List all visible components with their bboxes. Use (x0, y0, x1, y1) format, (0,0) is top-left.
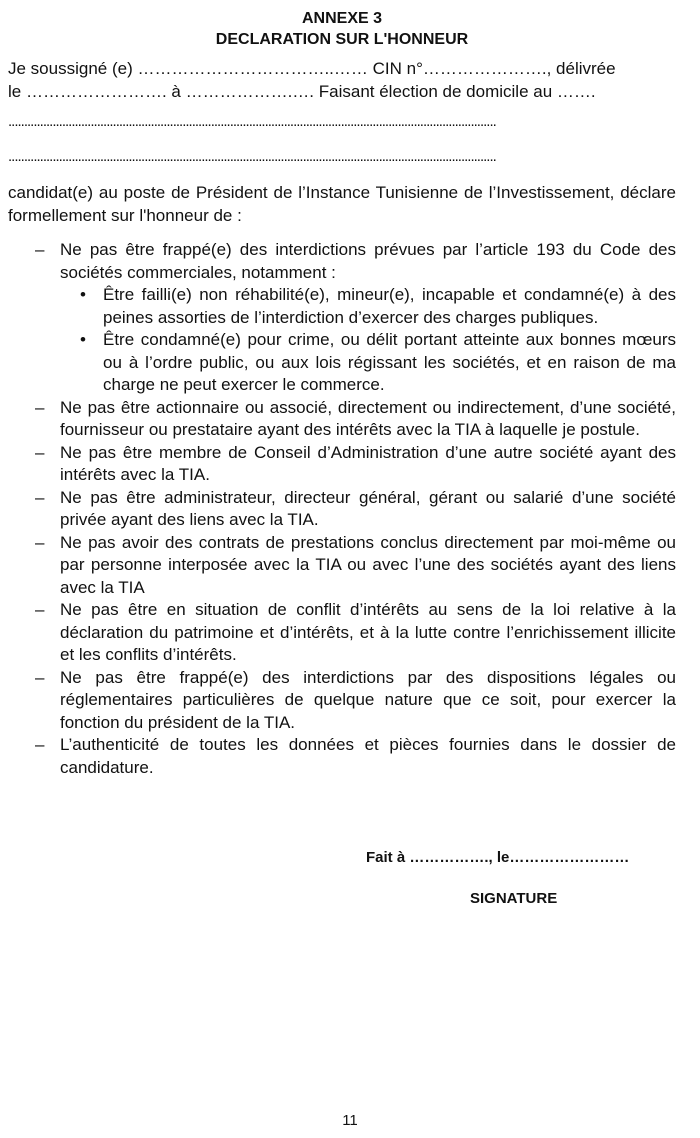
declaration-item: – Ne pas être membre de Conseil d’Administration d’une autre société ayant des intérêts avec la TIA. (8, 442, 676, 487)
declaration-item: – Ne pas être en situation de conflit d’intérêts au sens de la loi relative à la déclaration du patrimoine et d’intérêts, et à la lutte contre l’enrichissement illicite et les conflits d’intérêts. (8, 599, 676, 667)
declaration-item: – Ne pas être frappé(e) des interdictions par des dispositions légales ou réglementaires particulières de quelque nature que ce soit, pour exercer la fonction du président de la TIA. (8, 667, 676, 735)
declaration-item-text: Ne pas être frappé(e) des interdictions prévues par l’article 193 du Code des sociétés commerciales, notamment : (60, 240, 676, 282)
address-dots-line-1: .......................................................................................................................................................... (8, 113, 496, 130)
page-number: 11 (342, 1112, 358, 1129)
declaration-item: – L’authenticité de toutes les données et pièces fournies dans le dossier de candidature. (8, 734, 676, 779)
identity-line-2: le ……………………. à ……………….…. Faisant élection de domicile au ……. (8, 81, 596, 101)
sub-bullet-item: • Être condamné(e) pour crime, ou délit portant atteinte aux bonnes mœurs ou à l’ordre public, ou aux lois régissant les sociétés, et en raison de ma charge ne peut exercer le commerce. (60, 329, 676, 397)
declaration-item: – Ne pas être administrateur, directeur général, gérant ou salarié d’une société privée ayant des liens avec la TIA. (8, 487, 676, 532)
annex-label: ANNEXE 3 (301, 10, 383, 27)
document-page (8, 8, 676, 779)
declaration-item: – Ne pas avoir des contrats de prestations conclus directement par moi-même ou par personne interposée avec la TIA ou avec l’une des sociétés ayant des liens avec la TIA (8, 532, 676, 600)
intro-paragraph: candidat(e) au poste de Président de l’Instance Tunisienne de l’Investissement, déclare formellement sur l'honneur de : (8, 183, 676, 225)
declaration-list (8, 239, 676, 779)
signature-label: SIGNATURE (470, 890, 558, 907)
declaration-item: – Ne pas être actionnaire ou associé, directement ou indirectement, d’une société, fournisseur ou prestataire ayant des intérêts avec la TIA à laquelle je postule. (8, 397, 676, 442)
place-date-line: Fait à ……………., le…………………… (366, 849, 630, 866)
sub-bullet-item: • Être failli(e) non réhabilité(e), mineur(e), incapable et condamné(e) à des peines assorties de l’interdiction d’exercer des charges publiques. (60, 284, 676, 329)
sub-bullet-list (60, 284, 676, 397)
address-dots-line-2: .......................................................................................................................................................... (8, 148, 496, 165)
declaration-item (8, 239, 676, 397)
identity-line-1: Je soussigné (e) ……………………………..…… CIN n°…………………., délivrée (8, 59, 616, 78)
document-title: DECLARATION SUR L'HONNEUR (215, 31, 469, 48)
